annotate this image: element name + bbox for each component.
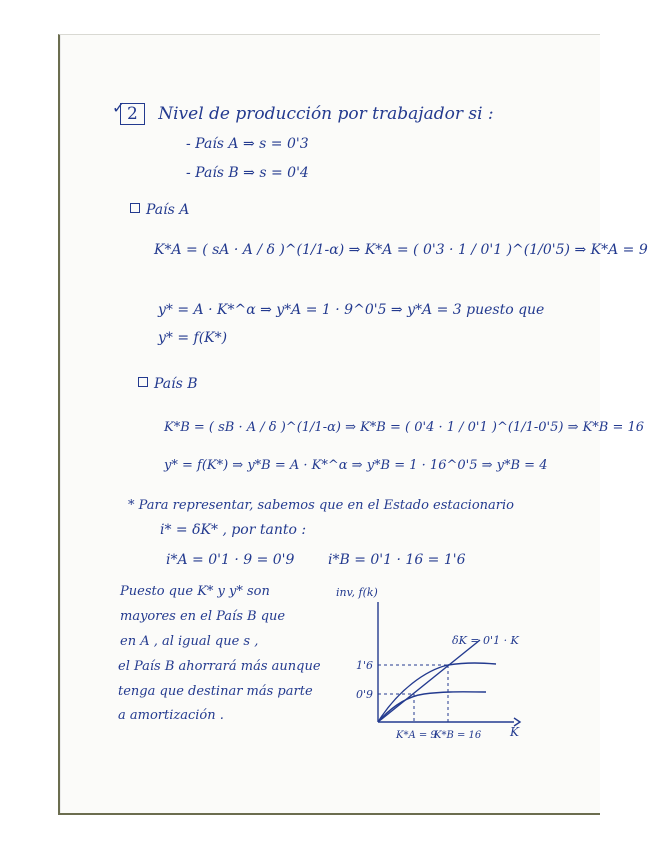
section-b-k-line: K*B = ( sB · A / δ )^(1/1-α) ⇒ K*B = ( 0'4 · 1 / 0'1 )^(1/1-0'5) ⇒ K*B = 16 — [164, 420, 645, 435]
depreciation-line — [378, 640, 480, 722]
investment-a: i*A = 0'1 · 9 = 0'9 — [166, 552, 295, 568]
conclusion-line: Puesto que K* y y* son — [120, 584, 270, 599]
section-b-y-line: y* = f(K*) ⇒ y*B = A · K*^α ⇒ y*B = 1 · 16^0'5 ⇒ y*B = 4 — [164, 458, 548, 473]
investment-b: i*B = 0'1 · 16 = 1'6 — [328, 552, 466, 568]
section-a-y-line: y* = A · K*^α ⇒ y*A = 1 · 9^0'5 ⇒ y*A = 3 puesto que — [158, 302, 545, 318]
x-tick-kb: K*B = 16 — [434, 730, 482, 741]
section-a-heading-text: País A — [146, 202, 190, 218]
conclusion-line: tenga que destinar más parte — [118, 684, 313, 699]
conclusion-line: a amortización . — [118, 708, 224, 723]
x-axis-label: K — [510, 725, 519, 739]
y-axis-label: inv, f(k) — [336, 586, 378, 599]
section-b-heading-text: País B — [154, 376, 198, 392]
y-tick-0-9: 0'9 — [356, 688, 374, 701]
checkbox-icon — [138, 377, 148, 387]
steady-state-formula: i* = δK* , por tanto : — [160, 522, 307, 538]
section-a-y-note: y* = f(K*) — [158, 330, 228, 346]
y-tick-1-6: 1'6 — [356, 659, 374, 672]
conclusion-line: mayores en el País B que — [120, 609, 286, 624]
section-a-k-line: K*A = ( sA · A / δ )^(1/1-α) ⇒ K*A = ( 0'3 · 1 / 0'1 )^(1/0'5) ⇒ K*A = 9 — [154, 242, 648, 258]
steady-state-intro: * Para representar, sabemos que en el Estado estacionario — [128, 498, 514, 513]
checkbox-icon — [130, 203, 140, 213]
case-a: - País A ⇒ s = 0'3 — [186, 136, 309, 152]
problem-header — [120, 104, 494, 124]
check-mark-icon: ✓ — [112, 98, 126, 117]
conclusion-line: el País B ahorrará más aunque — [118, 659, 321, 674]
case-b: - País B ⇒ s = 0'4 — [186, 165, 309, 181]
problem-title: Nivel de producción por trabajador si : — [158, 104, 494, 124]
conclusion-line: en A , al igual que s , — [120, 634, 259, 649]
section-a-heading — [130, 202, 189, 218]
line-label: δK = 0'1 · K — [452, 634, 519, 647]
problem-number: 2 — [120, 103, 145, 125]
section-b-heading — [138, 376, 198, 392]
x-tick-ka: K*A = 9 — [396, 730, 437, 741]
solow-graph — [328, 580, 538, 755]
investment-curve-a — [378, 692, 486, 722]
